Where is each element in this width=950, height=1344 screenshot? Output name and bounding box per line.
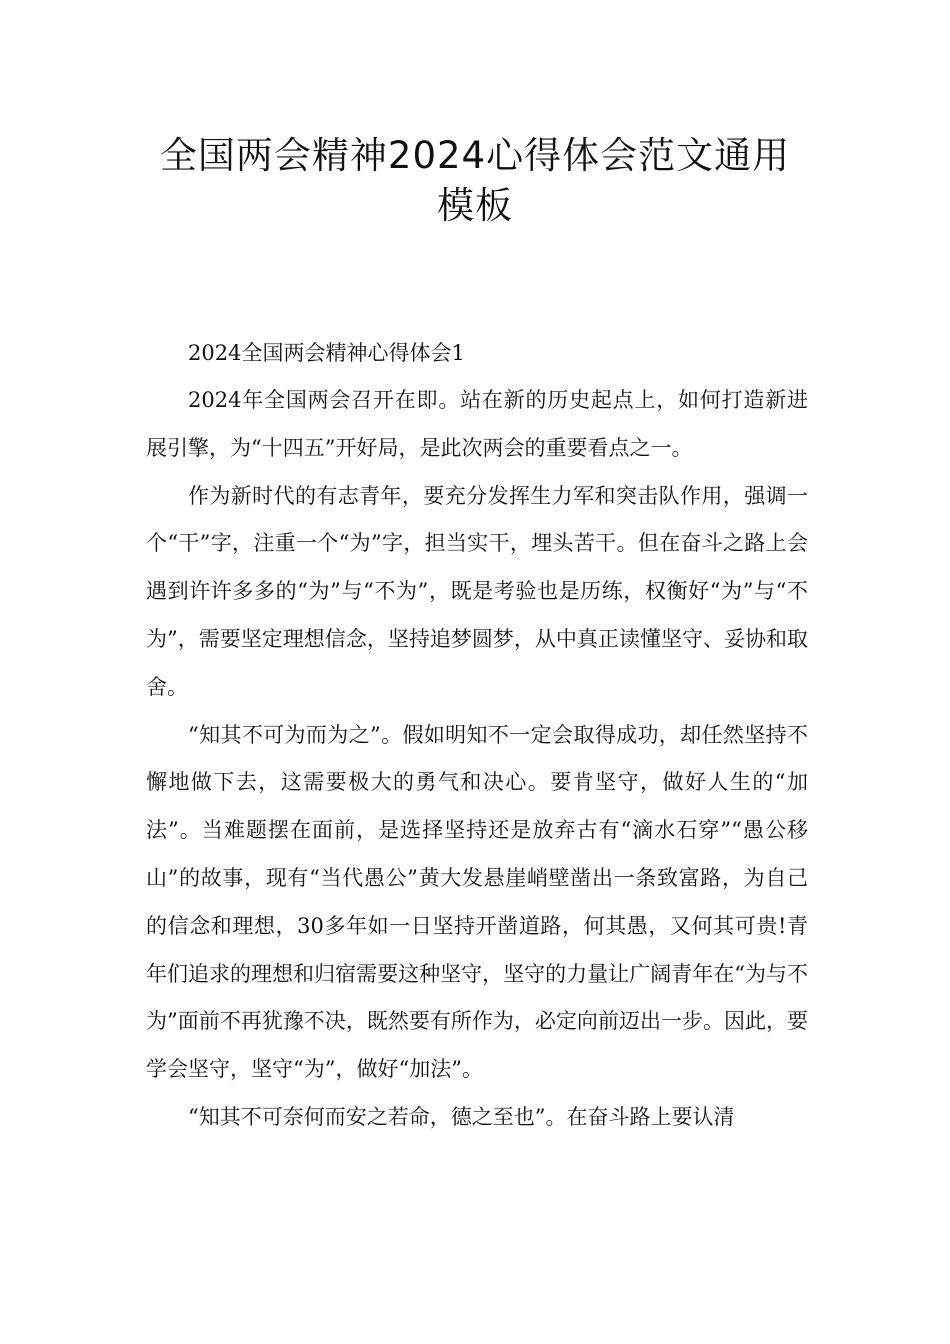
body-paragraphs <box>146 377 808 1142</box>
paragraph-1: 2024年全国两会召开在即。站在新的历史起点上，如何打造新进展引擎，为“十四五”开好局，是此次两会的重要看点之一。 <box>146 388 808 460</box>
paragraph-4: “知其不可奈何而安之若命，德之至也”。在奋斗路上要认清 <box>188 1104 735 1129</box>
paragraph-3: “知其不可为而为之”。假如明知不一定会取得成功，却任然坚持不懈地做下去，这需要极大的勇气和决心。要肯坚守，做好人生的“加法”。当难题摆在面前，是选择坚持还是放弃古有“滴水石穿”“愚公移山”的故事，现有“当代愚公”黄大发悬崖峭壁凿出一条致富路，为自己的信念和理想，30多年如一日坚持开凿道路，何其愚，又何其可贵!青年们追求的理想和归宿需要这种坚守，坚守的力量让广阔青年在“为与不为”面前不再犹豫不决，既然要有所作为，必定向前迈出一步。因此，要学会坚守，坚守“为”，做好“加法”。 <box>146 722 808 1082</box>
paragraph-2: 作为新时代的有志青年，要充分发挥生力军和突击队作用，强调一个“干”字，注重一个“为”字，担当实干，埋头苦干。但在奋斗之路上会遇到许许多多的“为”与“不为”，既是考验也是历练，权衡好“为”与“不为”，需要坚定理想信念，坚持追梦圆梦，从中真正读懂坚守、妥协和取舍。 <box>146 483 808 699</box>
document-title-line-1: 全国两会精神2024心得体会范文通用 <box>159 134 791 177</box>
section-heading: 2024全国两会精神心得体会1 <box>188 341 465 365</box>
document-title-line-2: 模板 <box>437 184 513 227</box>
